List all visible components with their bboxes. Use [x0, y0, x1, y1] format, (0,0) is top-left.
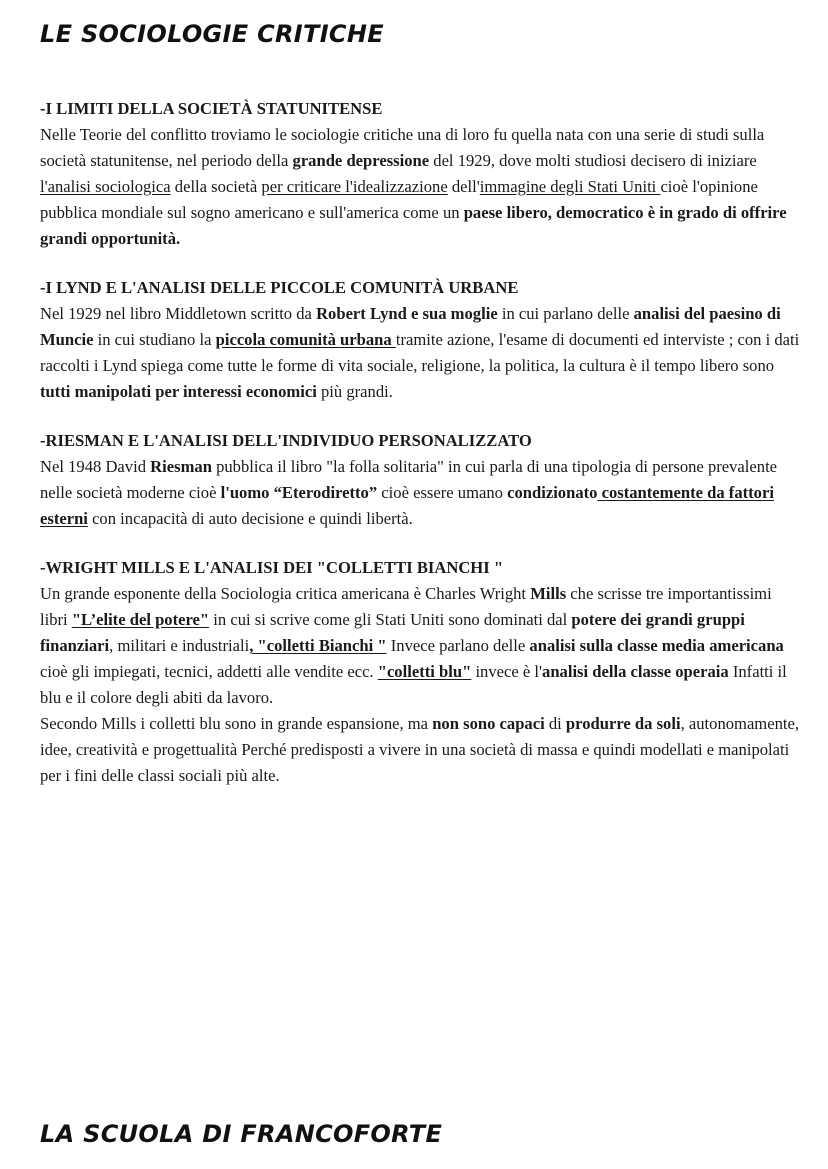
section-heading: -I LYND E L'ANALISI DELLE PICCOLE COMUNITÀ URBANE — [40, 278, 519, 297]
emphasis-text: analisi della classe operaia — [542, 662, 729, 681]
body-text: in cui studiano la — [93, 330, 216, 349]
body-text: Invece parlano delle — [386, 636, 530, 655]
emphasis-text: l'uomo “Eterodiretto” — [220, 483, 378, 502]
section-heading: -RIESMAN E L'ANALISI DELL'INDIVIDUO PERSONALIZZATO — [40, 431, 532, 450]
emphasis-text: Mills — [530, 584, 567, 603]
body-text: Un grande esponente della Sociologia critica americana è Charles Wright — [40, 584, 531, 603]
emphasis-text: analisi sulla classe media americana — [529, 636, 784, 655]
section-2 — [40, 275, 800, 405]
emphasis-text: tutti manipolati per interessi economici — [40, 382, 317, 401]
emphasis-text: Riesman — [150, 457, 212, 476]
section-paragraph — [40, 711, 800, 789]
emphasis-text: analisi del paesino di Muncie — [40, 304, 781, 349]
emphasis-text: grande depressione — [292, 151, 430, 170]
body-text: Nel 1929 nel libro Middletown scritto da — [40, 304, 317, 323]
body-text: della società — [170, 177, 262, 196]
body-text: che scrisse tre importantissimi libri — [40, 584, 772, 629]
body-text: con incapacità di auto decisione e quindi libertà. — [87, 509, 413, 528]
section-heading: -WRIGHT MILLS E L'ANALISI DEI "COLLETTI BIANCHI " — [40, 558, 504, 577]
section-3 — [40, 428, 800, 532]
emphasis-text: non sono capaci — [432, 714, 545, 733]
body-text: Infatti il blu e il colore degli abiti da lavoro. — [40, 662, 787, 707]
body-text: per criticare l'idealizzazione — [261, 177, 448, 196]
body-text: Nel 1948 David — [40, 457, 151, 476]
section-heading: -I LIMITI DELLA SOCIETÀ STATUNITENSE — [40, 99, 383, 118]
body-text: Secondo Mills i colletti blu sono in grande espansione, ma — [40, 714, 433, 733]
section-paragraph — [40, 454, 800, 532]
emphasis-text: condizionato — [507, 483, 598, 502]
body-text: invece è l' — [471, 662, 543, 681]
section-title-francoforte: LA SCUOLA DI FRANCOFORTE — [40, 1120, 443, 1148]
body-text: di — [544, 714, 566, 733]
emphasis-text: produrre da soli — [565, 714, 681, 733]
section-1 — [40, 96, 800, 252]
body-text: del 1929, dove molti studiosi decisero di iniziare — [429, 151, 757, 170]
body-text: , autonomamente, idee, creatività e progettualità Perché predisposti a vivere in una società di massa e quindi modellati e manipolati per i fini delle classi sociali più alte. — [40, 714, 800, 785]
body-text: dell' — [447, 177, 480, 196]
body-text: cioè essere umano — [377, 483, 508, 502]
emphasis-text: potere dei grandi gruppi finanziari — [40, 610, 745, 655]
page-title: LE SOCIOLOGIE CRITICHE — [40, 20, 384, 48]
section-paragraph — [40, 581, 800, 711]
emphasis-text: costantemente da fattori esterni — [40, 483, 774, 528]
emphasis-text: "L’elite del potere" — [71, 610, 210, 629]
emphasis-text: "colletti blu" — [377, 662, 472, 681]
section-paragraph — [40, 301, 800, 405]
body-text: in cui si scrive come gli Stati Uniti sono dominati dal — [209, 610, 572, 629]
body-text: Nelle Teorie del conflitto troviamo le sociologie critiche una di loro fu quella nata con una serie di studi sulla società statunitense, nel periodo della — [40, 125, 765, 170]
body-text: l'analisi sociologica — [40, 177, 171, 196]
body-text: tramite azione, l'esame di documenti ed interviste ; con i dati raccolti i Lynd spiega come tutte le forme di vita sociale, religione, la politica, la cultura è il tempo libero sono — [40, 330, 800, 375]
body-text: , militari e industriali — [109, 636, 250, 655]
emphasis-text: piccola comunità urbana — [215, 330, 396, 349]
body-text: cioè gli impiegati, tecnici, addetti alle vendite ecc. — [40, 662, 378, 681]
document-body — [40, 96, 800, 812]
body-text: immagine degli Stati Uniti — [479, 177, 661, 196]
section-paragraph — [40, 122, 800, 252]
body-text: in cui parlano delle — [497, 304, 634, 323]
emphasis-text: Robert Lynd e sua moglie — [316, 304, 498, 323]
body-text: più grandi. — [316, 382, 393, 401]
emphasis-text: paese libero, democratico è in grado di offrire grandi opportunità. — [40, 203, 787, 248]
emphasis-text: , "colletti Bianchi " — [249, 636, 387, 655]
body-text: cioè l'opinione pubblica mondiale sul sogno americano e sull'america come un — [40, 177, 758, 222]
section-4 — [40, 555, 800, 789]
body-text: pubblica il libro "la folla solitaria" in cui parla di una tipologia di persone prevalente nelle società moderne cioè — [40, 457, 778, 502]
